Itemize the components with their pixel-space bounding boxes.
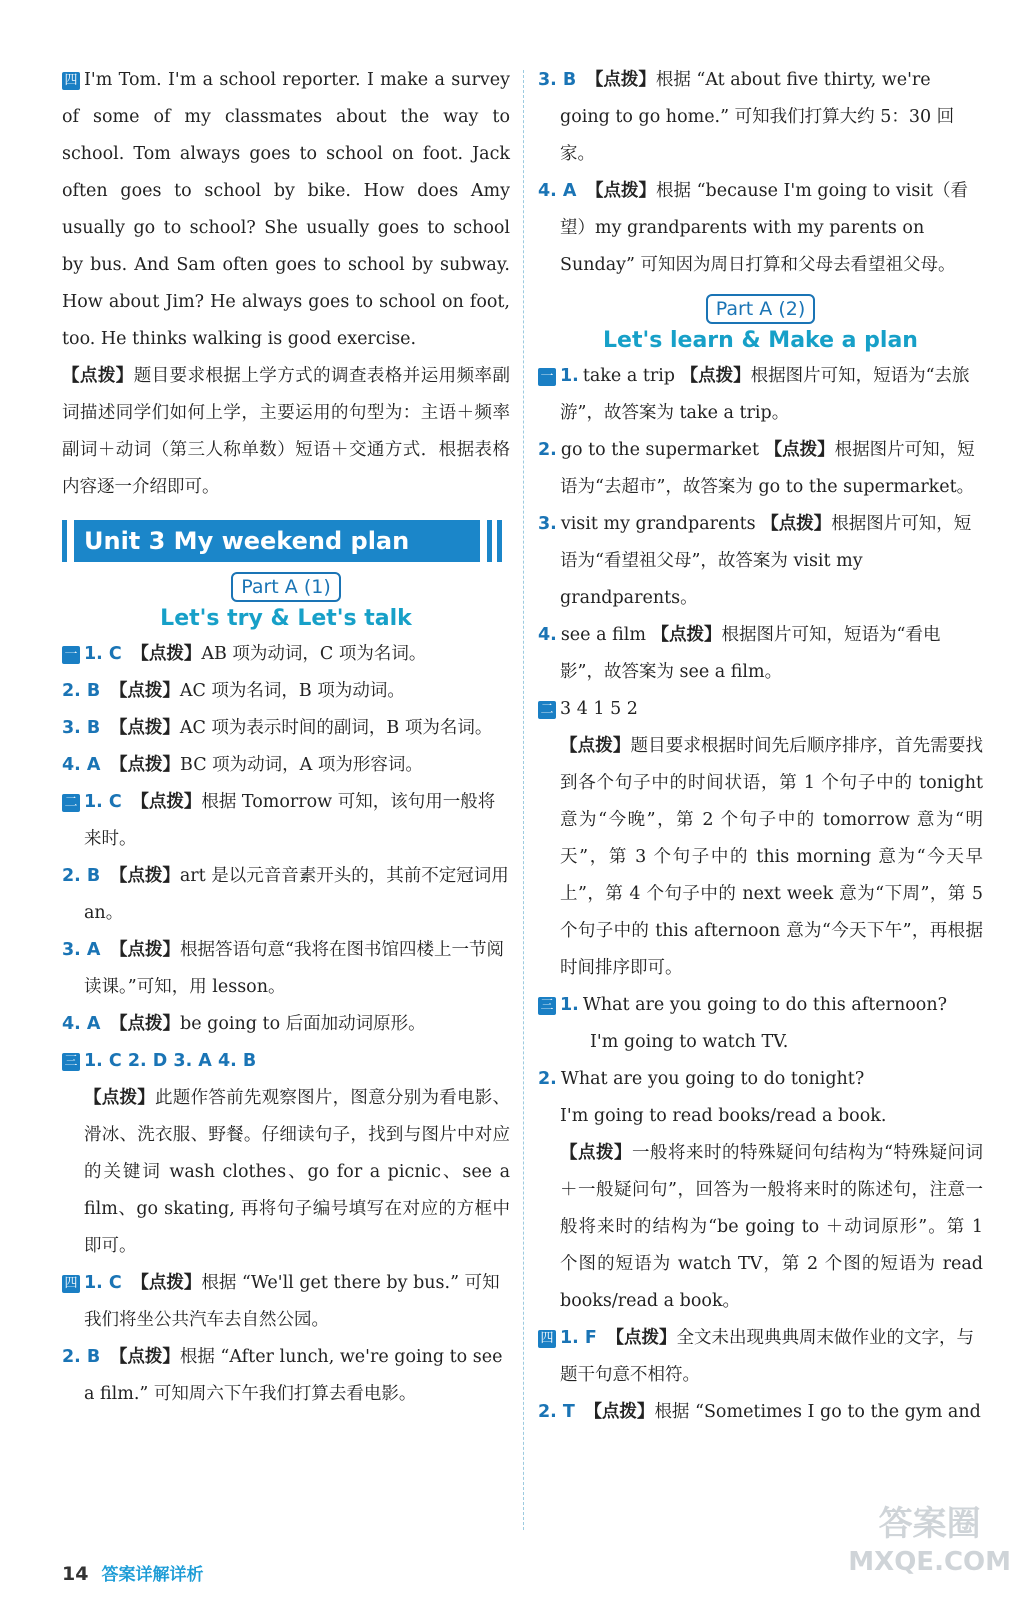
tip-paragraph: 【点拨】一般将来时的特殊疑问句结构为“特殊疑问词＋一般疑问句”，回答为一般将来时的陈述句，注意一般将来时的结构为“be going to ＋动词原形”。第 1 个图的短语为 watch TV，第 2 个图的短语为 read books/read a book。 <box>560 1143 983 1311</box>
section-3 <box>538 987 983 1320</box>
list-item: 2. B 【点拨】art 是以元音音素开头的，其前不定冠词用 an。 <box>62 866 509 923</box>
section-3 <box>62 1043 510 1265</box>
banner-bar <box>62 520 67 562</box>
section-2 <box>538 691 983 987</box>
page-number: 14 <box>62 1563 89 1585</box>
question-row: 三 1. What are you going to do this afternoon? <box>538 987 983 1024</box>
list-item: 4. A 【点拨】根据 “because I'm going to visit（看望）my grandparents with my parents on Sunday” 可知因为周日打算和父母去看望祖父母。 <box>538 181 968 275</box>
unit-title: Unit 3 My weekend plan <box>74 520 480 562</box>
list-item: 4. A 【点拨】be going to 后面加动词原形。 <box>62 1014 426 1034</box>
list-item: 一 1. take a trip 【点拨】根据图片可知，短语为“去旅游”，故答案为 take a trip。 <box>538 358 983 432</box>
list-item: 2. T 【点拨】根据 “Sometimes I go to the gym and <box>538 1402 981 1422</box>
watermark-logo: 答案圈 MXQE.COM <box>848 1504 1011 1577</box>
tip-paragraph: 【点拨】此题作答前先观察图片，图意分别为看电影、滑冰、洗衣服、野餐。仔细读句子，找到与图片中对应的关键词 wash clothes、go for a picnic、see a film、go skating, 再将句子编号填写在对应的方框中即可。 <box>84 1088 511 1256</box>
list-item: 3. visit my grandparents 【点拨】根据图片可知，短语为“看望祖父母”，故答案为 visit my grandparents。 <box>538 514 972 608</box>
column-divider <box>523 70 524 1530</box>
part-title: Let's learn & Make a plan <box>603 328 918 353</box>
section-badge: 四 <box>62 72 80 90</box>
list-item: 二 1. C 【点拨】根据 Tomorrow 可知，该句用一般将来时。 <box>62 784 510 858</box>
essay-paragraph: 四 I'm Tom. I'm a school reporter. I make a survey of some of my classmates about the way to school. Tom always goes to school on foot. Jack often goes to school by bike. How does Amy usually go to school? She usually goes to school by bus. And Sam often goes to school by subway. How about Jim? He always goes to school on foot, too. He thinks walking is good exercise. <box>62 70 510 349</box>
list-item: 2. B 【点拨】根据 “After lunch, we're going to see a film.” 可知周六下午我们打算去看电影。 <box>62 1347 503 1404</box>
answer-row: 二 3 4 1 5 2 <box>538 691 983 728</box>
tip-paragraph: 【点拨】题目要求根据时间先后顺序排序，首先需要找到各个句子中的时间状语，第 1 个句子中的 tonight 意为“今晚”，第 2 个句子中的 tomorrow 意为“明天”，第 3 个句子中的 this morning 意为“今天早上”，第 4 个句子中的 next week 意为“下周”，第 5 个句子中的 this afternoon 意为“今天下午”，再根据时间排序即可。 <box>560 736 984 978</box>
section-4 <box>62 1265 510 1413</box>
page-footer <box>62 1560 204 1585</box>
part-label: Part A (2) <box>706 294 816 324</box>
list-item: 4. A 【点拨】BC 项为动词，A 项为形容词。 <box>62 755 423 775</box>
essay-tip: 【点拨】题目要求根据上学方式的调查表格并运用频率副词描述同学们如何上学，主要运用的句型为：主语＋频率副词＋动词（第三人称单数）短语＋交通方式．根据表格内容逐一介绍即可。 <box>62 366 510 497</box>
part-header <box>62 572 510 602</box>
right-column <box>538 62 983 1431</box>
footer-brand: 答案详解详析 <box>101 1565 204 1585</box>
section-2 <box>62 784 510 1043</box>
list-item: 3. B 【点拨】AC 项为表示时间的副词，B 项为名词。 <box>62 718 493 738</box>
question-row: 2. What are you going to do tonight? <box>538 1069 865 1089</box>
list-item: 一 1. C 【点拨】AB 项为动词，C 项为名词。 <box>62 636 510 673</box>
banner-bar <box>497 520 502 562</box>
list-item: 3. B 【点拨】根据 “At about five thirty, we're going to go home.” 可知我们打算大约 5：30 回家。 <box>538 70 955 164</box>
list-item: 四 1. F 【点拨】全文未出现典典周末做作业的文字，与题干句意不相符。 <box>538 1320 983 1394</box>
list-item: 3. A 【点拨】根据答语句意“我将在图书馆四楼上一节阅读课。”可知，用 lesson。 <box>62 940 504 997</box>
section-4 <box>538 1320 983 1431</box>
section-1 <box>62 636 510 784</box>
banner-bar <box>487 520 492 562</box>
list-item: 四 1. C 【点拨】根据 “We'll get there by bus.” 可知我们将坐公共汽车去自然公园。 <box>62 1265 510 1339</box>
part-title: Let's try & Let's talk <box>160 606 412 631</box>
left-column <box>62 62 510 1413</box>
answer-row: 三 1. C 2. D 3. A 4. B <box>62 1043 510 1080</box>
part-label: Part A (1) <box>231 572 341 602</box>
answer-row: I'm going to read books/read a book. <box>560 1106 887 1126</box>
section-1 <box>538 358 983 691</box>
list-item: 2. B 【点拨】AC 项为名词，B 项为动词。 <box>62 681 405 701</box>
unit-banner <box>62 520 510 562</box>
answer-row: I'm going to watch TV. <box>590 1032 789 1052</box>
list-item: 2. go to the supermarket 【点拨】根据图片可知，短语为“去超市”，故答案为 go to the supermarket。 <box>538 440 975 497</box>
part-header <box>538 294 983 324</box>
list-item: 4. see a film 【点拨】根据图片可知，短语为“看电影”，故答案为 see a film。 <box>538 625 941 682</box>
